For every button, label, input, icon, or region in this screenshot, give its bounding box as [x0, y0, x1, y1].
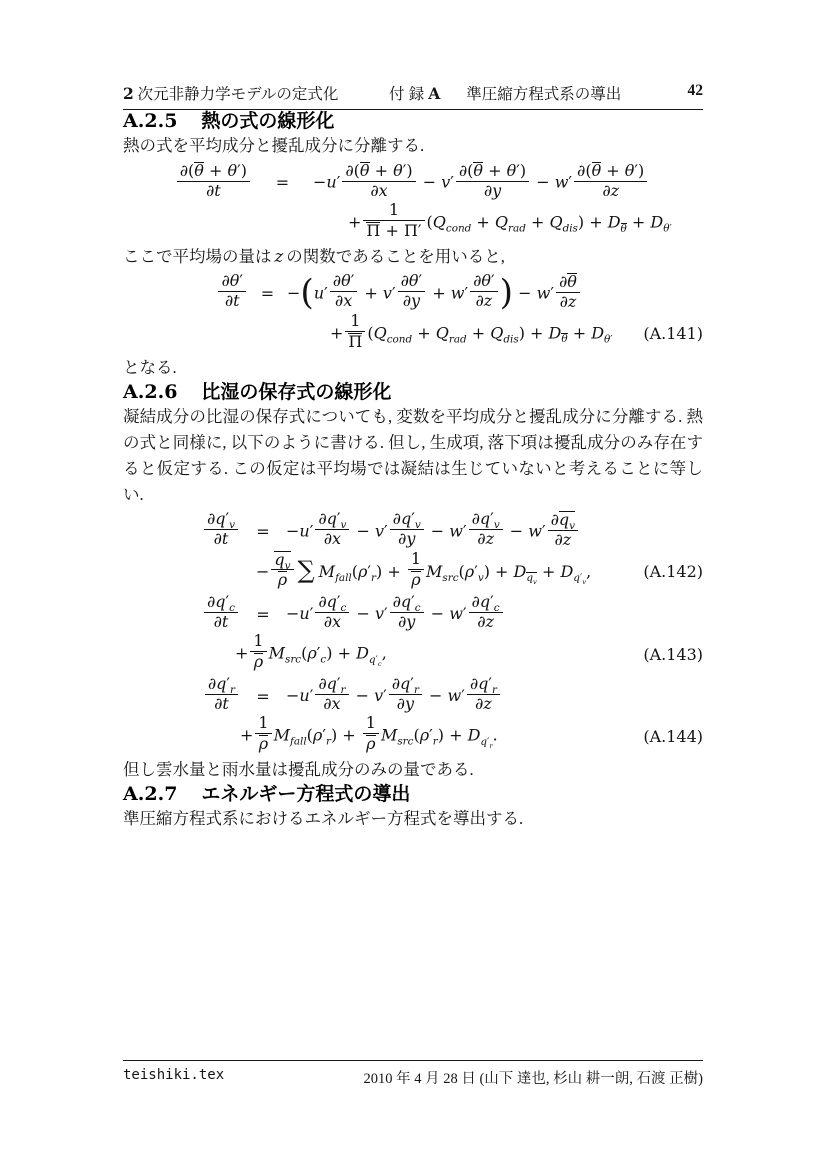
section-number: A.2.7: [123, 783, 178, 806]
header-chapter-title: 次元非静力学モデルの定式化: [137, 86, 339, 103]
header-appendix-letter: A: [428, 84, 441, 103]
equation-line: $\frac{\partial q'_c}{\partial t}$ = −u′ $\frac{\partial q'_c}{\partial x}$ − v′ $\frac{\partial q'_c}{\partial y}$ − w′ $\frac{\partial q'_c}{\partial z}$: [123, 596, 703, 633]
paragraph-moisture-intro: 凝結成分の比湿の保存式についても, 変数を平均成分と擾乱成分に分離する. 熱の式と同様に, 以下のように書ける. 但し, 生成項, 落下項は擾乱成分のみ存在すると仮定する. この仮定は平均場では凝結は生じていないと考えることに等しい.: [123, 406, 703, 504]
header-appendix-title: 準圧縮方程式系の導出: [466, 86, 622, 103]
paragraph-cloud-rain-note: 但し雲水量と雨水量は擾乱成分のみの量である.: [123, 760, 474, 780]
section-heading-a26: [123, 381, 703, 404]
equation-line: + $\frac{1}{\Pi}$ $(Q_{cond} + Q_{rad} + Q_{dis}) + D_\theta + D_{\theta'}$ (A.141): [330, 310, 703, 351]
paragraph-energy-intro: 準圧縮方程式系におけるエネルギー方程式を導出する.: [123, 809, 524, 829]
running-header: [123, 82, 703, 110]
section-number: A.2.6: [123, 380, 178, 403]
equation-a144: [123, 674, 703, 755]
equation-line: $\frac{\partial\theta'}{\partial t}$ = −(u′ $\frac{\partial\theta'}{\partial x}$ + v′ $\frac{\partial\theta'}{\partial y}$ + w′ $\frac{\partial\theta'}{\partial z}$ ) − w′ $\frac{\partial\theta}{\partial z}$: [123, 275, 703, 313]
equation-line: $\frac{\partial q'_v}{\partial t}$ = −u′ $\frac{\partial q'_v}{\partial x}$ − v′ $\frac{\partial q'_v}{\partial y}$ − w′ $\frac{\partial q'_v}{\partial z}$ − w′ $\frac{\partial q_v}{\partial z}$: [123, 513, 703, 551]
equation-a141: [123, 271, 703, 353]
section-title: 熱の式の線形化: [201, 111, 335, 132]
page-footer: [123, 1060, 703, 1088]
paragraph-heat-intro: 熱の式を平均成分と擾乱成分に分離する.: [123, 136, 425, 155]
paragraph-tonaru: となる.: [123, 357, 177, 377]
equation-line: − $\frac{q_v}{\rho}$ ∑ $M_{fall}(\rho'_r)$ + $\frac{1}{\rho}$ $M_{src}(\rho'_v) + D_{q_v} + D_{q'_v}$, (A.142): [256, 549, 703, 590]
equation-a143: [123, 592, 703, 673]
header-appendix-label: 付 録: [389, 86, 425, 103]
section-title: 比湿の保存式の線形化: [201, 381, 392, 403]
section-title: エネルギー方程式の導出: [201, 784, 411, 806]
header-chapter-number: 2: [123, 84, 134, 103]
equation-line: + $\frac{1}{\Pi + \Pi'}$ $(Q_{cond} + Q_{rad} + Q_{dis}) + D_\theta + D_{\theta'}$: [348, 199, 672, 240]
page-content: [123, 82, 703, 832]
section-heading-a25: [123, 110, 703, 133]
equation-line: + $\frac{1}{\rho}$ $M_{fall}(\rho'_r)$ + $\frac{1}{\rho}$ $M_{src}(\rho'_r) + D_{q'_r}$. (A.144): [240, 713, 703, 754]
equation-heat-split: [123, 161, 703, 242]
paragraph-mean-field: ここで平均場の量は z の関数であることを用いると,: [123, 246, 505, 266]
header-appendix: [389, 82, 621, 104]
equation-tag: (A.142): [643, 562, 703, 582]
section-number: A.2.5: [123, 110, 178, 132]
math-var-z: z: [274, 246, 284, 266]
footer-date-authors: 2010 年 4 月 28 日 (山下 達也, 杉山 耕一朗, 石渡 正樹): [363, 1071, 703, 1087]
equation-line: + $\frac{1}{\rho}$ $M_{src}(\rho'_c) + D_{q'_c}$, (A.143): [235, 631, 703, 672]
equation-tag: (A.143): [643, 644, 703, 664]
equation-line: $\frac{\partial(\theta + \theta')}{\partial t}$ = −u′ $\frac{\partial(\theta + \theta')}{\partial x}$ − v′ $\frac{\partial(\theta + \theta')}{\partial y}$ − w′ $\frac{\partial(\theta + \theta')}{\partial z}$: [123, 164, 703, 202]
equation-line: $\frac{\partial q'_r}{\partial t}$ = −u′ $\frac{\partial q'_r}{\partial x}$ − v′ $\frac{\partial q'_r}{\partial y}$ − w′ $\frac{\partial q'_r}{\partial z}$: [123, 678, 703, 715]
section-heading-a27: [123, 783, 703, 806]
page-number: 42: [687, 82, 703, 99]
equation-a142: [123, 509, 703, 592]
footer-filename: teishiki.tex: [123, 1067, 225, 1083]
equation-tag: (A.144): [643, 726, 703, 746]
header-left: [123, 86, 338, 103]
equation-tag: (A.141): [643, 324, 703, 344]
